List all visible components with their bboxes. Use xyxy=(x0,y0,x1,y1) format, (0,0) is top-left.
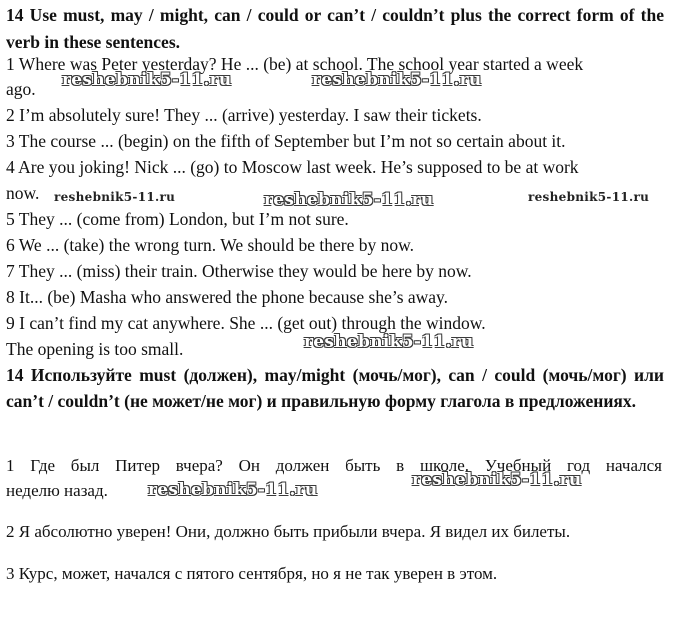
watermark: reshebnik5-11.ru xyxy=(62,70,232,90)
ru-sentence-2: 2 Я абсолютно уверен! Они, должно быть прибыли вчера. Я видел их билеты. xyxy=(6,522,571,541)
exercise-title-en: 14 Use must, may / might, can / could or can’t / couldn’t plus the correct form of the verb in these sentences. xyxy=(6,5,664,52)
sentence-1: 1 Where was Peter yesterday? He ... (be) at school. The school year started a week xyxy=(6,54,584,74)
sentence-2: 2 I’m absolutely sure! They ... (arrive) yesterday. I saw their tickets. xyxy=(6,105,482,125)
sentence-4: 4 Are you joking! Nick ... (go) to Moscow last week. He’s supposed to be at work xyxy=(6,157,579,177)
sentence-3: 3 The course ... (begin) on the fifth of September but I’m not so certain about it. xyxy=(6,131,566,151)
watermark: reshebnik5-11.ru xyxy=(528,190,650,204)
exercise-title-ru: 14 Используйте must (должен), may/might (мочь/мог), can / could (мочь/мог) или can’t / couldn’t (не может/не мог) и правильную форму глагола в предложениях. xyxy=(6,365,664,411)
sentence-9-cont: The opening is too small. xyxy=(6,339,184,359)
ru-sentence-1: 1 Где был Питер вчера? Он должен быть в школе. Учебный год начался xyxy=(6,456,662,475)
watermark: reshebnik5-11.ru xyxy=(304,332,474,352)
sentence-8: 8 It... (be) Masha who answered the phone because she’s away. xyxy=(6,287,449,307)
watermark: reshebnik5-11.ru xyxy=(412,470,582,490)
ru-sentence-1-cont: неделю назад. xyxy=(6,481,108,500)
ru-sentence-3: 3 Курс, может, начался с пятого сентября, но я не так уверен в этом. xyxy=(6,564,498,583)
watermark: reshebnik5-11.ru xyxy=(264,190,434,210)
sentence-9: 9 I can’t find my cat anywhere. She ... (get out) through the window. xyxy=(6,313,486,333)
watermark: reshebnik5-11.ru xyxy=(148,480,318,500)
sentence-1-cont: ago. xyxy=(6,79,36,99)
sentence-7: 7 They ... (miss) their train. Otherwise they would be here by now. xyxy=(6,261,472,281)
sentence-4-cont: now. xyxy=(6,183,40,203)
watermark: reshebnik5-11.ru xyxy=(54,190,176,204)
sentence-6: 6 We ... (take) the wrong turn. We should be there by now. xyxy=(6,235,415,255)
watermark: reshebnik5-11.ru xyxy=(312,70,482,90)
sentence-5: 5 They ... (come from) London, but I’m not sure. xyxy=(6,209,349,229)
